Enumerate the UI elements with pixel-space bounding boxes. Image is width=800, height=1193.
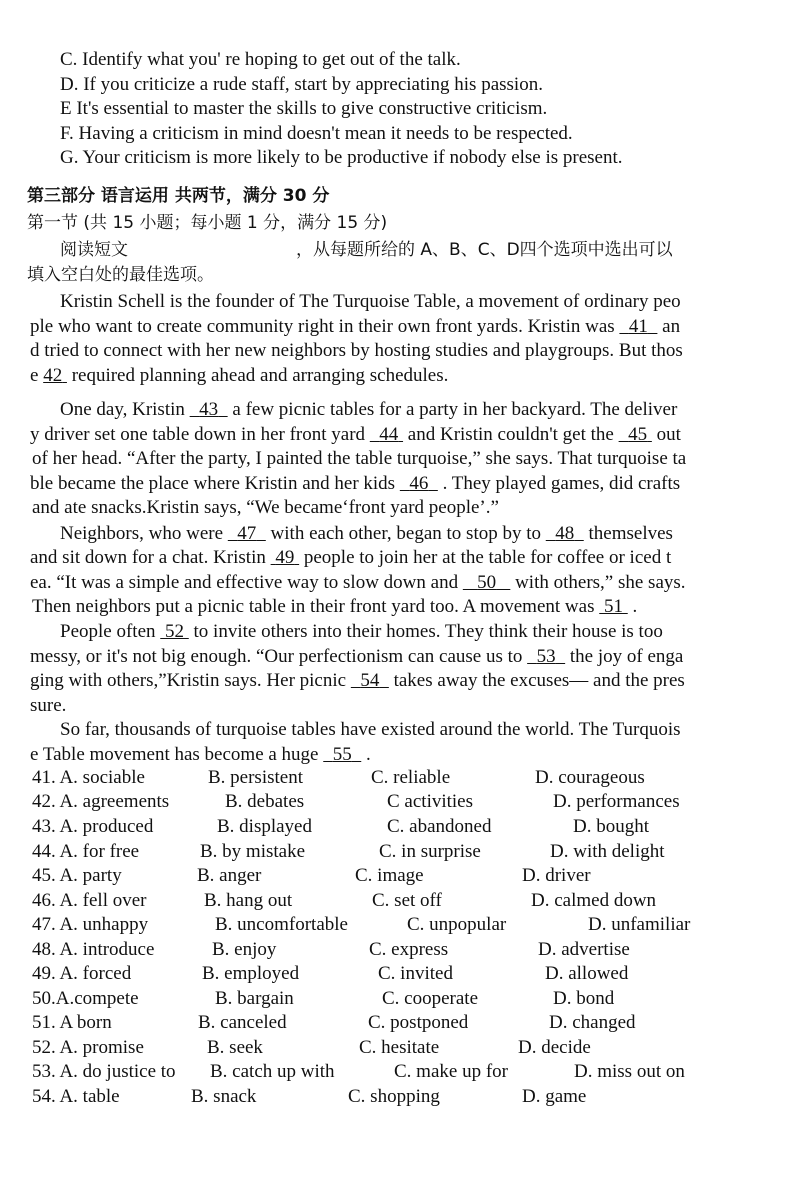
instruction-part-a: 阅读短文 (60, 240, 128, 260)
option-b: B. seek (207, 1037, 263, 1058)
blank-number: 45 (628, 424, 648, 445)
option-c: C. Identify what you' re hoping to get out of the talk. (60, 49, 461, 70)
subsection-title: 第一节 (共 15 小题；每小题 1 分，满分 15 分) (27, 213, 388, 233)
instruction-part-b: ，从每题所给的 A、B、C、D四个选项中选出可以 (296, 240, 673, 260)
blank-number: 55 (332, 744, 352, 765)
question-50 (32, 987, 792, 1012)
blank-number: 47 (237, 523, 257, 544)
option-g: G. Your criticism is more likely to be productive if nobody else is present. (60, 147, 623, 168)
option-a: 41. A. sociable (32, 767, 145, 788)
option-b: B. displayed (217, 816, 312, 837)
question-45 (32, 864, 792, 889)
text: with each other, began to stop by to (265, 523, 546, 544)
blank-number: 53 (536, 646, 556, 667)
text: Then neighbors put a picnic table in their front yard too. A movement was (32, 596, 600, 617)
instruction-line2: 填入空白处的最佳选项。 (27, 265, 214, 285)
option-c: C. unpopular (407, 914, 507, 935)
blank-53 (527, 646, 565, 667)
blank-number: 46 (409, 473, 429, 494)
blank-55 (323, 744, 361, 765)
blank-45 (619, 424, 652, 445)
option-c: C. make up for (394, 1061, 508, 1082)
option-b: B. persistent (208, 767, 303, 788)
option-a: 47. A. unhappy (32, 914, 149, 935)
question-52 (32, 1036, 792, 1061)
passage-p2-line3: of her head. “After the party, I painted the table turquoise,” she says. That turquoise ta (32, 448, 687, 469)
passage-p2-line4 (30, 472, 680, 497)
text: takes away the excuses— and the pres (388, 670, 685, 691)
option-a: 42. A. agreements (32, 791, 170, 812)
option-a: 46. A. fell over (32, 890, 147, 911)
option-c: C. shopping (348, 1086, 440, 1107)
text: an (657, 316, 681, 337)
text: people to join her at the table for coffee or iced t (299, 547, 672, 568)
option-b: B. uncomfortable (215, 914, 348, 935)
option-b: B. by mistake (200, 841, 306, 862)
option-a: 50.A.compete (32, 988, 139, 1009)
option-b: B. anger (197, 865, 262, 886)
option-d: D. driver (522, 865, 591, 886)
question-54 (32, 1085, 792, 1110)
text: themselves (583, 523, 673, 544)
text: ging with others,”Kristin says. Her picnic (30, 670, 351, 691)
text: and sit down for a chat. Kristin (30, 547, 271, 568)
blank-42 (43, 365, 67, 386)
blank-44 (370, 424, 403, 445)
option-a: 43. A. produced (32, 816, 154, 837)
option-c: C. set off (372, 890, 442, 911)
text: y driver set one table down in her front yard (30, 424, 370, 445)
question-41 (32, 766, 792, 791)
question-49 (32, 962, 792, 987)
text: with others,” she says. (510, 572, 686, 593)
passage-p2-line2 (30, 423, 681, 448)
option-b: B. catch up with (210, 1061, 335, 1082)
option-b: B. employed (202, 963, 300, 984)
option-d: D. advertise (538, 939, 630, 960)
blank-number: 49 (275, 547, 295, 568)
text: Neighbors, who were (60, 523, 228, 544)
text: . (361, 744, 371, 765)
passage-p1-line3: d tried to connect with her new neighbors by hosting studies and playgroups. But thos (30, 340, 683, 361)
option-e: E It's essential to master the skills to give constructive criticism. (60, 98, 548, 119)
text: e (30, 365, 44, 386)
passage-p1-line1: Kristin Schell is the founder of The Turquoise Table, a movement of ordinary peo (60, 291, 681, 312)
passage-p5-line2 (30, 743, 371, 768)
blank-52 (160, 621, 189, 642)
text: . (627, 596, 638, 617)
text: ea. “It was a simple and effective way to slow down and (30, 572, 463, 593)
question-43 (32, 815, 792, 840)
option-d: D. performances (553, 791, 680, 812)
blank-number: 44 (379, 424, 399, 445)
text: out (651, 424, 681, 445)
option-c: C. in surprise (379, 841, 481, 862)
option-d: D. bond (553, 988, 615, 1009)
option-b: B. debates (225, 791, 305, 812)
passage-p1-line4 (30, 364, 448, 389)
option-d: D. bought (573, 816, 649, 837)
passage-p4-line4: sure. (30, 695, 67, 716)
blank-number: 41 (628, 316, 648, 337)
option-b: B. enjoy (212, 939, 277, 960)
option-b: B. bargain (215, 988, 294, 1009)
text: a few picnic tables for a party in her backyard. The deliver (227, 399, 678, 420)
passage-p3-line3 (30, 571, 686, 596)
text: required planning ahead and arranging schedules. (66, 365, 449, 386)
text: e Table movement has become a huge (30, 744, 324, 765)
option-d: D. game (522, 1086, 587, 1107)
blank-number: 50 (477, 572, 497, 593)
blank-50 (463, 572, 511, 593)
passage-p5-line1: So far, thousands of turquoise tables have existed around the world. The Turquois (60, 719, 681, 740)
question-44 (32, 840, 792, 865)
option-d: D. unfamiliar (588, 914, 691, 935)
option-d: D. decide (518, 1037, 591, 1058)
option-c: C. reliable (371, 767, 451, 788)
passage-p4-line1 (60, 620, 663, 645)
question-48 (32, 938, 792, 963)
blank-54 (351, 670, 389, 691)
option-d: D. with delight (550, 841, 665, 862)
option-d: D. courageous (535, 767, 645, 788)
option-d: D. changed (549, 1012, 636, 1033)
option-c: C. invited (378, 963, 453, 984)
text: to invite others into their homes. They think their house is too (188, 621, 663, 642)
blank-number: 43 (199, 399, 219, 420)
passage-p2-line1 (60, 398, 677, 423)
text: and Kristin couldn't get the (403, 424, 619, 445)
blank-43 (190, 399, 228, 420)
text: One day, Kristin (60, 399, 190, 420)
blank-number: 42 (43, 365, 63, 386)
text: People often (60, 621, 161, 642)
text: . They played games, did crafts (437, 473, 681, 494)
text: messy, or it's not big enough. “Our perfectionism can cause us to (30, 646, 528, 667)
passage-p4-line3 (30, 669, 685, 694)
passage-p3-line2 (30, 546, 671, 571)
option-b: B. hang out (204, 890, 293, 911)
passage-p3-line4 (32, 595, 637, 620)
text: ple who want to create community right in their own front yards. Kristin was (30, 316, 620, 337)
option-d: D. miss out on (574, 1061, 685, 1082)
option-a: 44. A. for free (32, 841, 140, 862)
option-a: 49. A. forced (32, 963, 132, 984)
blank-number: 52 (165, 621, 185, 642)
option-b: B. canceled (198, 1012, 287, 1033)
option-f: F. Having a criticism in mind doesn't mean it needs to be respected. (60, 123, 573, 144)
option-c: C. image (355, 865, 424, 886)
option-a: 51. A born (32, 1012, 112, 1033)
option-d: D. If you criticize a rude staff, start by appreciating his passion. (60, 74, 543, 95)
question-42 (32, 790, 792, 815)
blank-49 (271, 547, 300, 568)
option-c: C. express (369, 939, 449, 960)
question-53 (32, 1060, 792, 1085)
option-a: 52. A. promise (32, 1037, 144, 1058)
blank-46 (400, 473, 438, 494)
question-51 (32, 1011, 792, 1036)
blank-number: 51 (603, 596, 623, 617)
blank-41 (619, 316, 657, 337)
passage-p2-line5: and ate snacks.Kristin says, “We became‘front yard people’.” (32, 497, 499, 518)
option-b: B. snack (191, 1086, 257, 1107)
blank-51 (599, 596, 628, 617)
blank-number: 48 (555, 523, 575, 544)
option-c: C. cooperate (382, 988, 479, 1009)
text: the joy of enga (565, 646, 684, 667)
passage-p3-line1 (60, 522, 673, 547)
option-c: C activities (387, 791, 474, 812)
passage-p1-line2 (30, 315, 680, 340)
option-a: 54. A. table (32, 1086, 120, 1107)
option-a: 45. A. party (32, 865, 122, 886)
blank-48 (546, 523, 584, 544)
section-title: 第三部分 语言运用 共两节，满分 30 分 (27, 186, 330, 206)
option-c: C. abandoned (387, 816, 492, 837)
option-d: D. calmed down (531, 890, 657, 911)
blank-47 (228, 523, 266, 544)
question-47 (32, 913, 792, 938)
option-a: 48. A. introduce (32, 939, 155, 960)
passage-p4-line2 (30, 645, 683, 670)
text: ble became the place where Kristin and her kids (30, 473, 400, 494)
option-d: D. allowed (545, 963, 629, 984)
option-a: 53. A. do justice to (32, 1061, 176, 1082)
option-c: C. postponed (368, 1012, 469, 1033)
option-c: C. hesitate (359, 1037, 440, 1058)
question-46 (32, 889, 792, 914)
blank-number: 54 (360, 670, 380, 691)
